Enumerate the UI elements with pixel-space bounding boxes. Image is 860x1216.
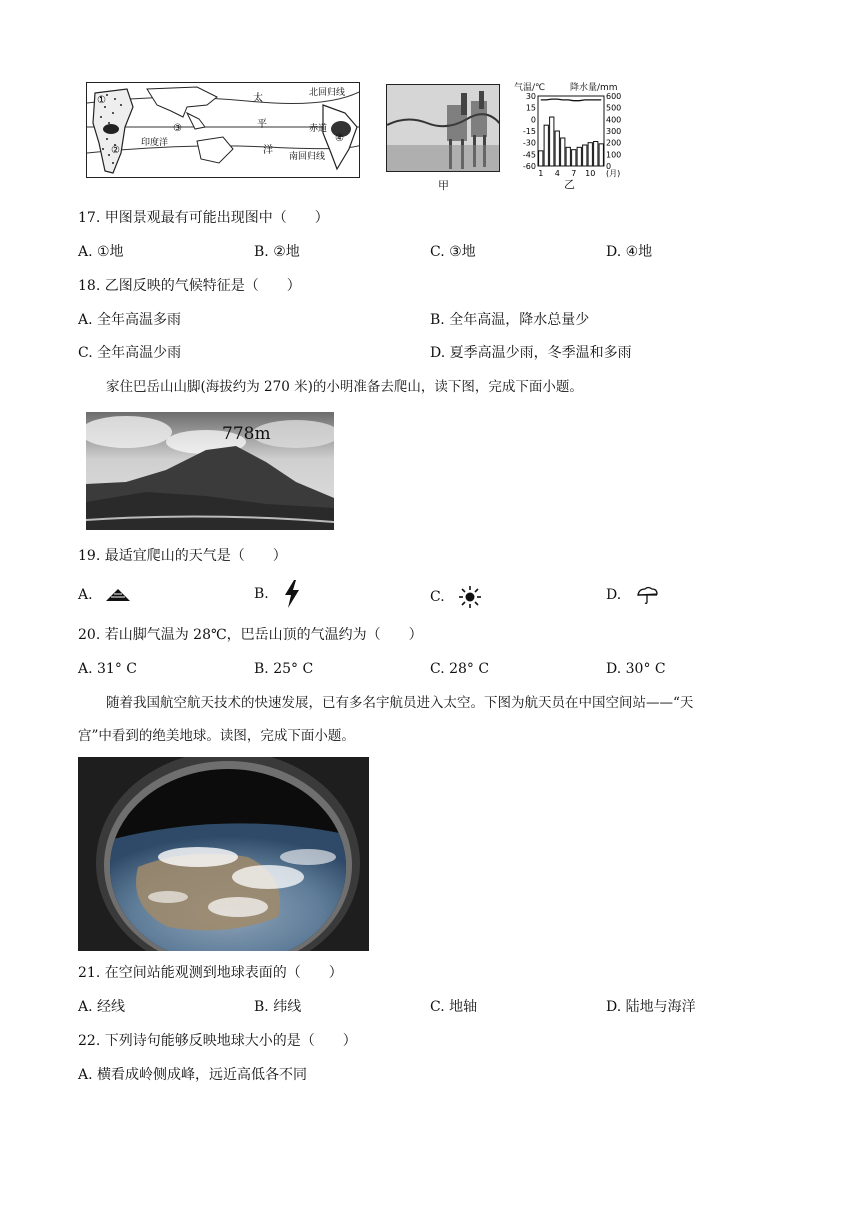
mountain-height-label: 778m — [222, 424, 271, 444]
temperature-tick-label: -15 — [522, 127, 536, 136]
month-tick-label: 4 — [554, 169, 560, 178]
q19-option-d[interactable] — [606, 586, 659, 604]
q21-option-a-label: A. 经线 — [78, 999, 126, 1015]
earth-from-space-photo — [78, 757, 369, 951]
q22-option-a-label: A. 横看成岭侧成峰，远近高低各不同 — [78, 1067, 308, 1083]
q20-option-a-label: A. 31° C — [78, 661, 137, 677]
q19-option-c[interactable] — [430, 586, 481, 608]
q19-option-c-label: C. — [430, 589, 445, 605]
climate-chart — [512, 80, 630, 192]
precipitation-tick-label: 300 — [606, 127, 622, 136]
label-pacific-3: 洋 — [263, 145, 273, 156]
question-18-stem: 18. 乙图反映的气候特征是（ ） — [78, 278, 301, 294]
q18-option-c[interactable] — [78, 344, 181, 362]
marker-2: ② — [111, 145, 120, 156]
q20-option-a[interactable] — [78, 660, 137, 678]
q19-option-a[interactable] — [78, 586, 131, 604]
mountain-photo — [86, 412, 334, 530]
q21-option-a[interactable] — [78, 998, 125, 1016]
temperature-tick-label: 30 — [525, 92, 536, 101]
q20-option-c[interactable] — [430, 660, 489, 678]
month-tick-label: 10 — [585, 169, 596, 178]
q22-option-a[interactable] — [78, 1066, 307, 1084]
q20-option-b[interactable] — [254, 660, 313, 678]
sandstorm-icon — [105, 587, 131, 603]
q18-option-b[interactable] — [430, 311, 589, 329]
q17-option-c-label: C. ③地 — [430, 244, 476, 260]
q18-option-c-label: C. 全年高温少雨 — [78, 345, 182, 361]
q18-option-a[interactable] — [78, 311, 181, 329]
q21-option-b-label: B. 纬线 — [254, 999, 302, 1015]
question-20-stem: 20. 若山脚气温为 28℃，巴岳山顶的气温约为（ ） — [78, 627, 423, 643]
q17-option-a[interactable] — [78, 243, 124, 261]
precipitation-tick-label: 400 — [606, 115, 622, 125]
question-19-stem: 19. 最适宜爬山的天气是（ ） — [78, 548, 287, 564]
precipitation-tick-label: 200 — [606, 138, 622, 148]
label-tropic-capricorn: 南回归线 — [289, 152, 326, 162]
temperature-line — [541, 99, 602, 101]
q19-option-d-label: D. — [606, 587, 622, 603]
marker-4: ④ — [335, 133, 344, 144]
q19-option-a-label: A. — [78, 587, 93, 603]
world-map — [87, 83, 360, 178]
precipitation-bar — [539, 151, 543, 166]
q18-option-d-label: D. 夏季高温少雨，冬季温和多雨 — [430, 345, 632, 361]
precipitation-tick-label: 500 — [606, 103, 622, 113]
q20-option-c-label: C. 28° C — [430, 661, 490, 677]
q21-option-d-label: D. 陆地与海洋 — [606, 999, 696, 1015]
month-tick-label: 1 — [538, 169, 544, 178]
precipitation-bar — [566, 147, 570, 166]
precipitation-bar — [555, 131, 559, 166]
q21-option-d[interactable] — [606, 998, 696, 1016]
precipitation-bar — [599, 144, 603, 166]
q17-option-d-label: D. ④地 — [606, 244, 653, 260]
marker-3: ③ — [173, 123, 182, 134]
q21-option-b[interactable] — [254, 998, 301, 1016]
q20-option-d[interactable] — [606, 660, 666, 678]
temperature-tick-label: -60 — [522, 162, 536, 171]
q20-option-d-label: D. 30° C — [606, 661, 666, 677]
light-rain-icon — [635, 586, 659, 604]
precipitation-tick-label: 0 — [606, 162, 612, 171]
q18-option-a-label: A. 全年高温多雨 — [78, 312, 182, 328]
label-pacific-2: 平 — [257, 119, 267, 130]
lightning-icon — [283, 580, 301, 608]
giraffe-caption: 甲 — [438, 179, 449, 192]
question-17-stem: 17. 甲图景观最有可能出现图中（ ） — [78, 210, 329, 226]
temperature-tick-label: -45 — [522, 150, 536, 160]
precipitation-axis-title: 降水量/mm — [570, 83, 618, 93]
temperature-tick-label: 0 — [530, 115, 536, 125]
precipitation-bar — [544, 125, 548, 166]
q21-option-c[interactable] — [430, 998, 477, 1016]
marker-1: ① — [97, 95, 106, 106]
q17-option-b-label: B. ②地 — [254, 244, 300, 260]
q17-option-c[interactable] — [430, 243, 476, 261]
intro-21-22-line2: 宫”中看到的绝美地球。读图，完成下面小题。 — [78, 728, 355, 744]
question-21-stem: 21. 在空间站能观测到地球表面的（ ） — [78, 965, 343, 981]
climate-caption: 乙 — [564, 178, 575, 191]
month-tick-label: 7 — [571, 169, 577, 178]
q18-option-d[interactable] — [430, 344, 632, 362]
giraffe-image — [387, 85, 500, 172]
month-axis-unit: (月) — [606, 169, 621, 178]
temperature-axis-title: 气温/℃ — [514, 83, 546, 93]
label-indian-ocean: 印度洋 — [141, 138, 169, 148]
world-map-figure — [86, 82, 360, 178]
giraffe-figure — [386, 84, 500, 172]
precipitation-bar — [550, 117, 554, 166]
q21-option-c-label: C. 地轴 — [430, 999, 478, 1015]
q17-option-a-label: A. ①地 — [78, 244, 124, 260]
q20-option-b-label: B. 25° C — [254, 661, 314, 677]
label-equator: 赤道 — [309, 124, 328, 134]
temperature-tick-label: 15 — [525, 103, 536, 113]
climate-plot — [512, 90, 630, 190]
precipitation-bar — [572, 150, 576, 166]
precipitation-bar — [561, 138, 565, 166]
intro-19-20: 家住巴岳山山脚(海拔约为 270 米)的小明准备去爬山，读下图，完成下面小题。 — [106, 379, 583, 395]
q19-option-b-label: B. — [254, 586, 269, 602]
q17-option-d[interactable] — [606, 243, 652, 261]
precipitation-bar — [577, 147, 581, 166]
intro-21-22-line1: 随着我国航空航天技术的快速发展，已有多名宇航员进入太空。下图为航天员在中国空间站——“天 — [106, 695, 694, 711]
earth-window-image — [78, 757, 369, 951]
precipitation-tick-label: 600 — [606, 92, 622, 101]
q18-option-b-label: B. 全年高温，降水总量少 — [430, 312, 590, 328]
question-22-stem: 22. 下列诗句能够反映地球大小的是（ ） — [78, 1033, 357, 1049]
label-pacific-1: 太 — [253, 93, 263, 104]
sunny-icon — [459, 586, 481, 608]
q19-option-b[interactable] — [254, 580, 301, 608]
precipitation-bar — [594, 142, 598, 167]
temperature-tick-label: -30 — [522, 138, 536, 148]
precipitation-bar — [583, 145, 587, 166]
label-tropic-cancer: 北回归线 — [309, 88, 346, 98]
precipitation-tick-label: 100 — [606, 150, 622, 160]
precipitation-bar — [588, 143, 592, 166]
mountain-image — [86, 412, 334, 530]
q17-option-b[interactable] — [254, 243, 300, 261]
